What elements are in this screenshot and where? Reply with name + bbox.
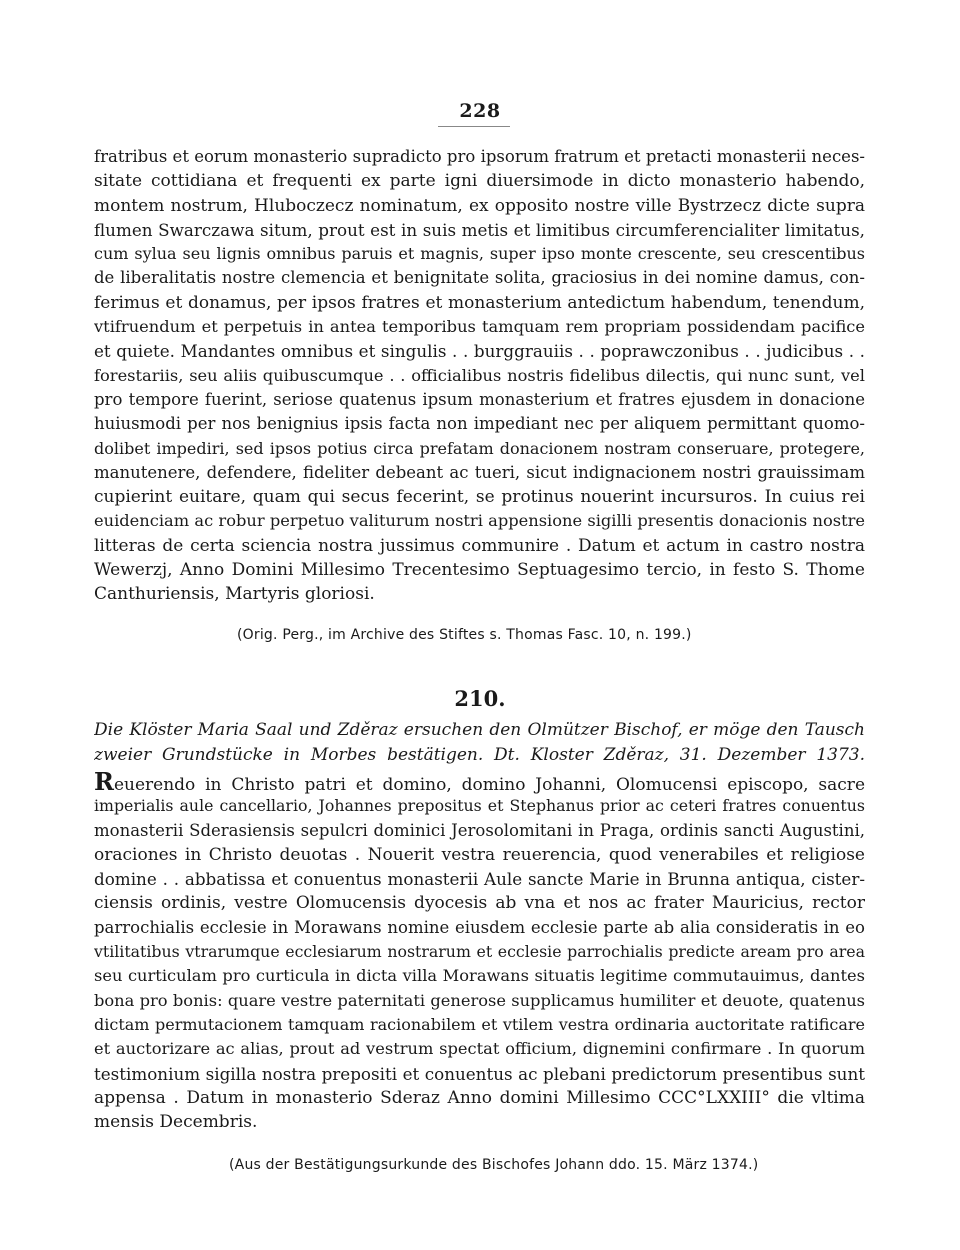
- text-line: mensis Decembris.: [94, 1112, 258, 1133]
- first-line-text: euerendo in Christo patri et domino, domino Johanni, Olomucensi episcopo, sacre: [113, 775, 865, 795]
- text-line: vtifruendum et perpetuis in antea temporibus tamquam rem propriam possidendam pacifice: [94, 317, 865, 337]
- text-line: testimonium sigilla nostra prepositi et conuentus ac plebani predictorum presentibus sunt: [94, 1063, 865, 1084]
- document-number: 210.: [454, 686, 506, 711]
- text-line: cum sylua seu lignis omnibus paruis et magnis, super ipso monte crescente, seu crescentibus: [94, 244, 865, 264]
- text-line: parrochialis ecclesie in Morawans nomine eiusdem ecclesie parte ab alia consideratis in eo: [94, 917, 865, 937]
- text-line: sitate cottidiana et frequenti ex parte igni diuersimode in dicto monasterio habendo,: [94, 171, 865, 192]
- text-line: montem nostrum, Hluboczecz nominatum, ex opposito nostre ville Bystrzecz dicte supra: [94, 195, 865, 216]
- text-line: flumen Swarczawa situm, prout est in suis metis et limitibus circumferencialiter limitatus,: [94, 219, 865, 240]
- text-line: imperialis aule cancellario, Johannes prepositus et Stephanus prior ac ceteri fratres conuentus: [94, 796, 865, 816]
- text-line: pro tempore fuerint, seriose quatenus ipsum monasterium et fratres ejusdem in donacione: [94, 389, 865, 409]
- text-line: dictam permutacionem tamquam racionabilem et vtilem vestra ordinaria auctoritate ratificare: [94, 1014, 865, 1034]
- text-line: ferimus et donamus, per ipsos fratres et monasterium antedictum habendum, tenendum,: [94, 292, 865, 313]
- summary-line: zweier Grundstücke in Morbes bestätigen. Dt. Kloster Zděraz, 31. Dezember 1373.: [94, 744, 865, 765]
- source-note: (Orig. Perg., im Archive des Stiftes s. Thomas Fasc. 10, n. 199.): [237, 627, 692, 643]
- text-line: de liberalitatis nostre clemencia et benignitate solita, graciosius in dei nomine damus, con-: [94, 268, 865, 288]
- page-number: 228: [459, 100, 501, 122]
- text-line: huiusmodi per nos benignius ipsis facta non impediant nec per aliquem permittant quomo-: [94, 414, 865, 434]
- continued-charter-text: [94, 145, 865, 607]
- page-number-rule: [438, 126, 510, 127]
- text-line: manutenere, defendere, fideliter debeant ac tueri, sicut indignacionem nostri grauissimam: [94, 462, 865, 482]
- text-line: euidenciam ac robur perpetuo valiturum nostri appensione sigilli presentis donacionis nostre: [94, 511, 865, 531]
- summary-line: Die Klöster Maria Saal und Zděraz ersuchen den Olmützer Bischof, er möge den Tausch: [94, 720, 865, 740]
- text-line: domine . . abbatissa et conuentus monasterii Aule sancte Marie in Brunna antiqua, cister-: [94, 869, 865, 890]
- text-line: forestariis, seu aliis quibuscumque . . officialibus nostris fidelibus dilectis, qui nunc sunt, vel: [94, 365, 865, 385]
- text-line: dolibet impediri, sed ipsos potius circa prefatam donacionem nostram conseruare, protegere,: [94, 438, 865, 458]
- text-line: oraciones in Christo deuotas . Nouerit vestra reuerencia, quod venerabiles et religiose: [94, 844, 865, 865]
- text-line: seu curticulam pro curticula in dicta villa Morawans situatis legitime commutauimus, dantes: [94, 966, 865, 986]
- text-line: monasterii Sderasiensis sepulcri dominici Jerosolomitani in Praga, ordinis sancti Augustini,: [94, 820, 865, 840]
- text-line: Wewerzj, Anno Domini Millesimo Trecentesimo Septuagesimo tercio, in festo S. Thome: [94, 560, 865, 581]
- initial-letter: R: [94, 770, 114, 795]
- charter-text: [94, 770, 865, 1134]
- text-line-first: [94, 770, 865, 794]
- text-line: et quiete. Mandantes omnibus et singulis . . burggrauiis . . poprawczonibus . . judicibus . .: [94, 341, 865, 362]
- text-line: Canthuriensis, Martyris gloriosi.: [94, 584, 375, 605]
- text-line: cupierint euitare, quam qui secus fecerint, se protinus nouerint incursuros. In cuius rei: [94, 487, 865, 508]
- text-line: appensa . Datum in monasterio Sderaz Anno domini Millesimo CCC°LXXIII° die vltima: [94, 1087, 865, 1108]
- text-line: et auctorizare ac alias, prout ad vestrum spectat officium, dignemini confirmare . In quorum: [94, 1039, 865, 1059]
- source-note: (Aus der Bestätigungsurkunde des Bischofes Johann ddo. 15. März 1374.): [229, 1157, 759, 1173]
- text-line: fratribus et eorum monasterio supradicto pro ipsorum fratrum et pretacti monasterii neces-: [94, 147, 865, 166]
- text-line: bona pro bonis: quare vestre paternitati generose supplicamus humiliter et deuote, quatenus: [94, 990, 865, 1010]
- text-line: vtilitatibus vtrarumque ecclesiarum nostrarum et ecclesie parrochialis predicte aream pro area: [94, 942, 865, 962]
- text-line: ciensis ordinis, vestre Olomucensis dyocesis ab vna et nos ac frater Mauricius, rector: [94, 893, 865, 914]
- text-line: litteras de certa sciencia nostra jussimus communire . Datum et actum in castro nostra: [94, 535, 865, 556]
- document-summary: [94, 718, 865, 767]
